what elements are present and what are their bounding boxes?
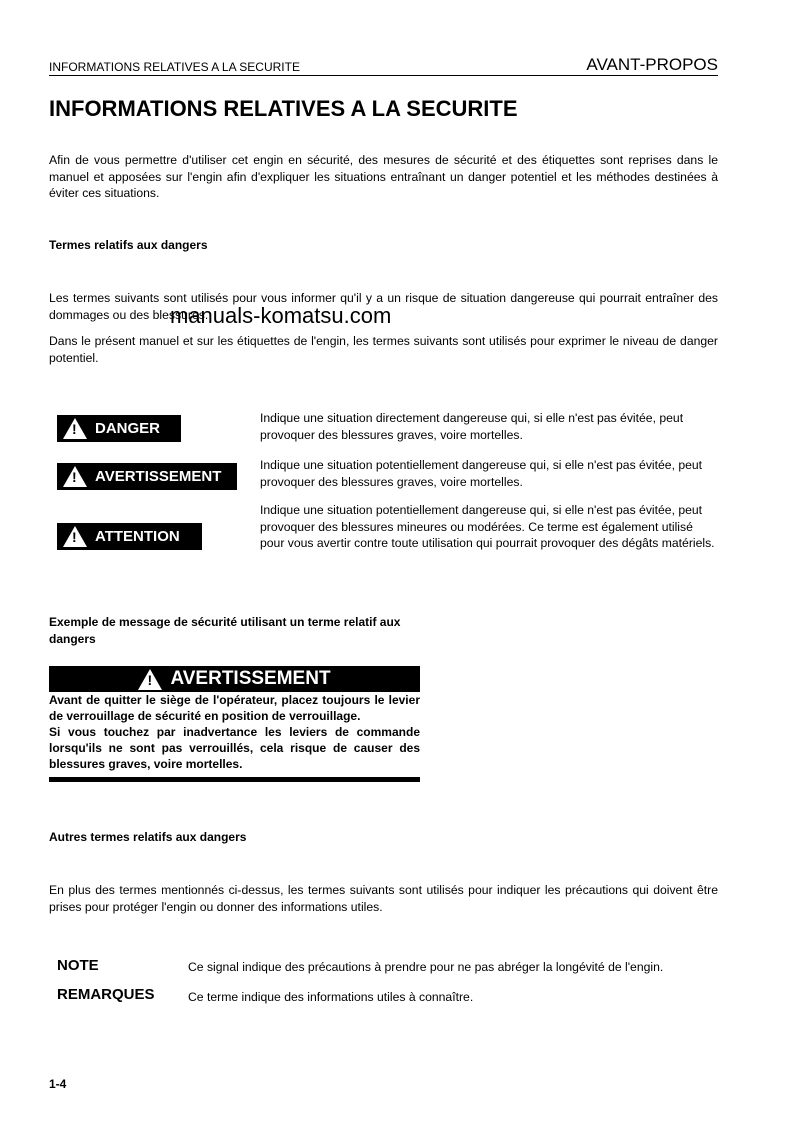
intro-paragraph: Afin de vous permettre d'utiliser cet engin en sécurité, des mesures de sécurité et des étiquettes sont reprises dans le manuel et apposées sur l'engin afin d'expliquer les situations entraînant un danger potentiel et les méthodes destinées à éviter ces situations.: [49, 153, 718, 200]
danger-badge: [57, 415, 181, 442]
warning-text: Si vous touchez par inadvertance les leviers de commande lorsqu'ils ne sont pas verrouillés, cela risque de causer des blessures graves, voire mortelles.: [49, 725, 420, 771]
box-bottom-rule: [49, 777, 420, 782]
warning-text: Avant de quitter le siège de l'opérateur, placez toujours le levier de verrouillage de sécurité en position de verrouillage.: [49, 693, 420, 723]
warning-icon: [138, 669, 162, 690]
paragraph: Dans le présent manuel et sur les étiquettes de l'engin, les termes suivants sont utilisés pour exprimer le niveau de danger potentiel.: [49, 334, 718, 365]
header-rule: [49, 75, 718, 76]
term-description: Indique une situation potentiellement dangereuse qui, si elle n'est pas évitée, peut provoquer des blessures mineures ou modérées. Ce terme est également utilisé pour vous avertir contre toute utilisation qui pourrait provoquer des dégâts matériels.: [260, 503, 715, 550]
paragraph: Les termes suivants sont utilisés pour vous informer qu'il y a un risque de situation dangereuse qui pourrait entraîner des dommages ou des blessures.: [49, 291, 718, 322]
warning-icon: [63, 418, 87, 439]
section-heading: Termes relatifs aux dangers: [49, 238, 208, 252]
page-number: 1-4: [49, 1077, 67, 1091]
term-description: Indique une situation directement dangereuse qui, si elle n'est pas évitée, peut provoquer des blessures graves, voire mortelles.: [260, 411, 684, 442]
badge-label: DANGER: [95, 420, 161, 437]
badge-label: ATTENTION: [95, 528, 180, 545]
remarques-description: Ce terme indique des informations utiles à connaître.: [188, 990, 474, 1004]
section-heading: Autres termes relatifs aux dangers: [49, 830, 247, 844]
example-warning-box: [49, 666, 420, 782]
badge-label: AVERTISSEMENT: [95, 468, 222, 485]
header-section-title: INFORMATIONS RELATIVES A LA SECURITE: [49, 60, 300, 74]
term-description: Indique une situation potentiellement dangereuse qui, si elle n'est pas évitée, peut provoquer des blessures graves, voire mortelles.: [260, 458, 703, 489]
avertissement-badge: [57, 463, 237, 490]
watermark: manuals-komatsu.com: [170, 303, 392, 328]
attention-badge: [57, 523, 202, 550]
note-description: Ce signal indique des précautions à prendre pour ne pas abréger la longévité de l'engin.: [188, 960, 664, 974]
remarques-label: REMARQUES: [57, 986, 155, 1003]
warning-icon: [63, 466, 87, 487]
warning-icon: [63, 526, 87, 547]
paragraph: En plus des termes mentionnés ci-dessus, les termes suivants sont utilisés pour indiquer les précautions qui doivent être prises pour protéger l'engin ou donner des informations utiles.: [49, 883, 718, 914]
page-title: INFORMATIONS RELATIVES A LA SECURITE: [49, 96, 518, 121]
section-heading: Exemple de message de sécurité utilisant un terme relatif aux dangers: [49, 615, 401, 646]
header-chapter: AVANT-PROPOS: [586, 55, 718, 74]
banner-label: AVERTISSEMENT: [170, 668, 331, 689]
note-label: NOTE: [57, 957, 99, 974]
avertissement-banner: [49, 666, 420, 692]
